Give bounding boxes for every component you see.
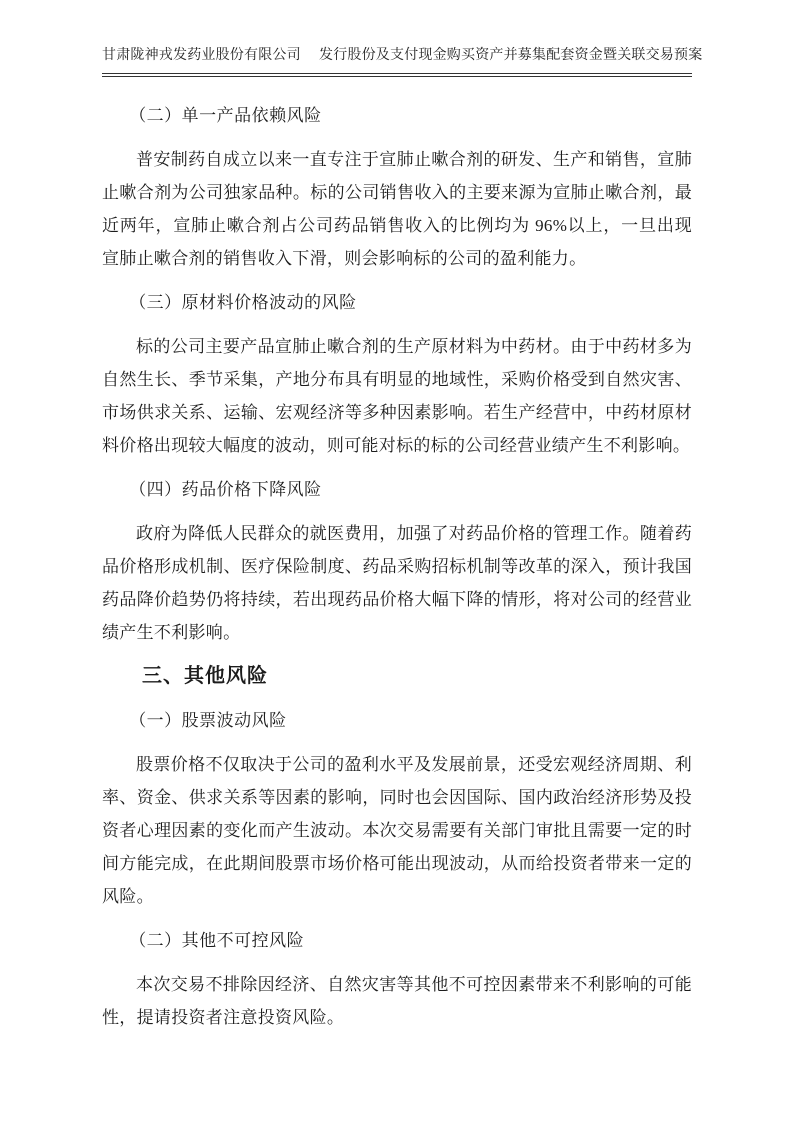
header-company-name: 甘肃陇神戎发药业股份有限公司 (102, 48, 301, 63)
body-paragraph: 本次交易不排除因经济、自然灾害等其他不可控因素带来不利影响的可能性，提请投资者注意投资风险。 (102, 975, 692, 1027)
sub-heading-other-uncontrollable-risk: （二）其他不可控风险 (129, 931, 305, 950)
section-heading-other-risks: 三、其他风险 (142, 665, 268, 687)
body-paragraph: 政府为降低人民群众的就医费用，加强了对药品价格的管理工作。随着药品价格形成机制、医疗保险制度、药品采购招标机制等改革的深入，预计我国药品降价趋势仍将持续，若出现药品价格大幅下降的情形，将对公司的经营业绩产生不利影响。 (102, 524, 692, 642)
sub-heading-single-product-risk: （二）单一产品依赖风险 (129, 106, 322, 125)
header-document-title: 发行股份及支付现金购买资产并募集配套资金暨关联交易预案 (319, 48, 703, 63)
sub-heading-drug-price-decline-risk: （四）药品价格下降风险 (129, 480, 322, 499)
sub-heading-raw-material-price-risk: （三）原材料价格波动的风险 (129, 293, 357, 312)
body-paragraph: 普安制药自成立以来一直专注于宣肺止嗽合剂的研发、生产和销售，宣肺止嗽合剂为公司独家品种。标的公司销售收入的主要来源为宣肺止嗽合剂，最近两年，宣肺止嗽合剂占公司药品销售收入的比例均为 96%以上，一旦出现宣肺止嗽合剂的销售收入下滑，则会影响标的公司的盈利能力。 (102, 150, 692, 268)
document-body (102, 99, 692, 1034)
body-paragraph: 标的公司主要产品宣肺止嗽合剂的生产原材料为中药材。由于中药材多为自然生长、季节采集，产地分布具有明显的地域性，采购价格受到自然灾害、市场供求关系、运输、宏观经济等多种因素影响。若生产经营中，中药材原材料价格出现较大幅度的波动，则可能对标的标的公司经营业绩产生不利影响。 (102, 337, 692, 455)
page-header (102, 46, 703, 77)
sub-heading-stock-volatility-risk: （一）股票波动风险 (129, 711, 287, 730)
body-paragraph: 股票价格不仅取决于公司的盈利水平及发展前景，还受宏观经济周期、利率、资金、供求关系等因素的影响，同时也会因国际、国内政治经济形势及投资者心理因素的变化而产生波动。本次交易需要有关部门审批且需要一定的时间方能完成，在此期间股票市场价格可能出现波动，从而给投资者带来一定的风险。 (102, 755, 692, 906)
